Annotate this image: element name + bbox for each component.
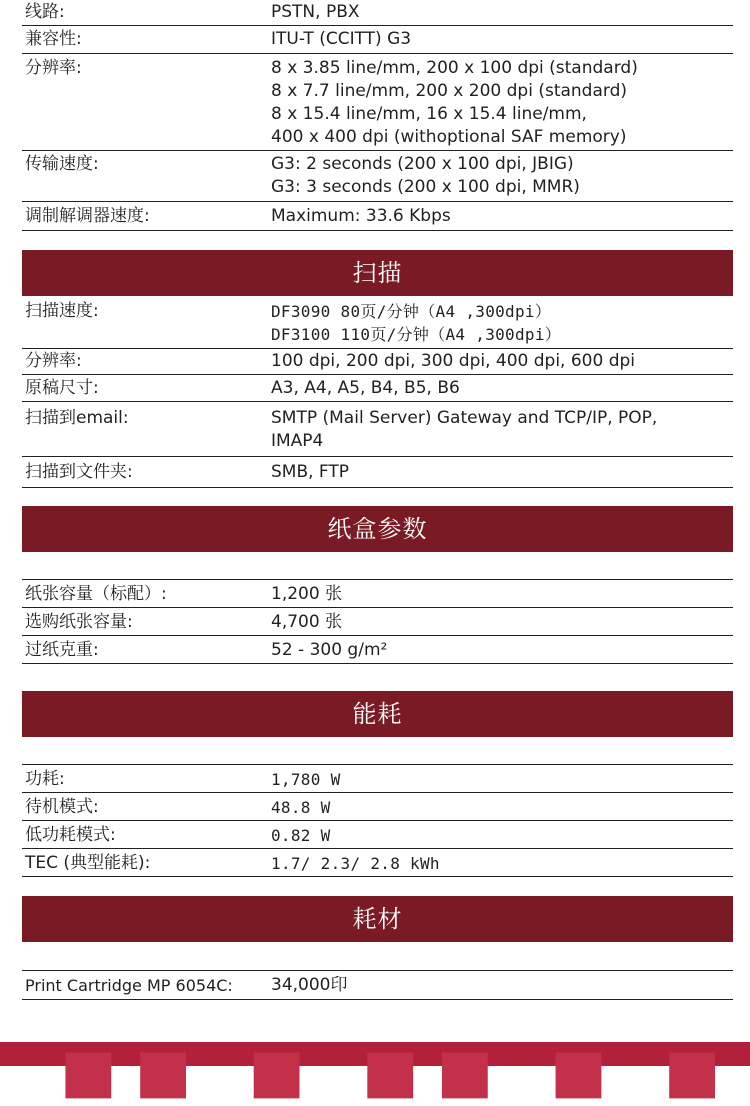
spec-value: 4,700 张 — [271, 612, 343, 632]
spec-label: TEC (典型能耗): — [25, 853, 151, 873]
scan-spec-table — [22, 299, 733, 488]
spec-row-scan-to-folder — [22, 457, 733, 488]
section-banner-paper: 纸盒参数 — [22, 506, 733, 552]
spec-row-standby-mode — [22, 793, 733, 821]
fax-spec-table — [22, 0, 733, 231]
spec-label: 功耗: — [25, 769, 65, 789]
spec-row-line — [22, 0, 733, 26]
spec-label: 分辨率: — [25, 351, 82, 371]
supplies-spec-table — [22, 970, 733, 1000]
spec-value: A3, A4, A5, B4, B5, B6 — [271, 378, 460, 398]
spec-label: 扫描速度: — [25, 301, 99, 321]
spec-row-compatibility — [22, 26, 733, 54]
spec-row-modem-speed — [22, 202, 733, 231]
spec-label: 低功耗模式: — [25, 825, 116, 845]
spec-row-power-consumption — [22, 765, 733, 793]
section-banner-power: 能耗 — [22, 691, 733, 737]
spec-label: 扫描到email: — [25, 408, 129, 428]
spec-row-low-power-mode — [22, 821, 733, 849]
spec-label: 线路: — [25, 2, 65, 22]
spec-value: 1,780 W — [271, 770, 341, 789]
spec-value: 48.8 W — [271, 798, 331, 817]
spec-label: 纸张容量（标配）: — [25, 584, 167, 604]
spec-label: 分辨率: — [25, 58, 82, 78]
spec-row-tec — [22, 849, 733, 877]
spec-row-original-size — [22, 375, 733, 402]
spec-row-scan-speed — [22, 299, 733, 349]
spec-row-transmission-speed — [22, 151, 733, 202]
spec-value: Maximum: 33.6 Kbps — [271, 206, 451, 226]
spec-value: G3: 2 seconds (200 x 100 dpi, JBIG) G3: 3 seconds (200 x 100 dpi, MMR) — [271, 154, 580, 197]
spec-label: 待机模式: — [25, 797, 99, 817]
spec-row-paper-weight — [22, 636, 733, 664]
spec-label: 兼容性: — [25, 29, 82, 49]
section-banner-supplies: 耗材 — [22, 896, 733, 942]
spec-value: ITU-T (CCITT) G3 — [271, 29, 412, 49]
footer-watermark-shapes: ■■ ■ ■■ ■ ■ — [60, 1036, 739, 1106]
spec-label: 原稿尺寸: — [25, 378, 99, 398]
spec-value: 0.82 W — [271, 826, 331, 845]
spec-value: SMB, FTP — [271, 462, 350, 482]
spec-label: 调制解调器速度: — [25, 206, 150, 226]
section-banner-scan: 扫描 — [22, 250, 733, 296]
spec-value: 52 - 300 g/m² — [271, 640, 388, 660]
spec-row-scan-to-email — [22, 402, 733, 457]
spec-value: 100 dpi, 200 dpi, 300 dpi, 400 dpi, 600 dpi — [271, 351, 636, 371]
spec-value: DF3090 80页/分钟（A4 ,300dpi） DF3100 110页/分钟（A4 ,300dpi） — [271, 302, 562, 344]
spec-label: 选购纸张容量: — [25, 612, 133, 632]
spec-row-scan-resolution — [22, 349, 733, 375]
spec-row-print-cartridge — [22, 971, 733, 1000]
spec-value: 1.7/ 2.3/ 2.8 kWh — [271, 854, 440, 873]
footer-decorative-band — [0, 1036, 750, 1106]
spec-value: 1,200 张 — [271, 584, 343, 604]
paper-spec-table — [22, 579, 733, 664]
spec-label: 传输速度: — [25, 154, 99, 174]
spec-value: 8 x 3.85 line/mm, 200 x 100 dpi (standard) 8 x 7.7 line/mm, 200 x 200 dpi (standard) 8 x 15.4 line/mm, 16 x 15.4 line/mm, 400 x 400 dpi (withoptional SAF memory) — [271, 58, 638, 147]
spec-row-paper-capacity — [22, 580, 733, 608]
spec-value: SMTP (Mail Server) Gateway and TCP/IP, POP, IMAP4 — [271, 408, 658, 451]
spec-label: 扫描到文件夹: — [25, 462, 133, 482]
spec-value: 34,000印 — [271, 975, 348, 995]
spec-row-optional-capacity — [22, 608, 733, 636]
spec-label: Print Cartridge MP 6054C: — [25, 976, 233, 995]
power-spec-table — [22, 764, 733, 877]
spec-label: 过纸克重: — [25, 640, 99, 660]
spec-value: PSTN, PBX — [271, 2, 360, 22]
spec-row-resolution — [22, 54, 733, 151]
